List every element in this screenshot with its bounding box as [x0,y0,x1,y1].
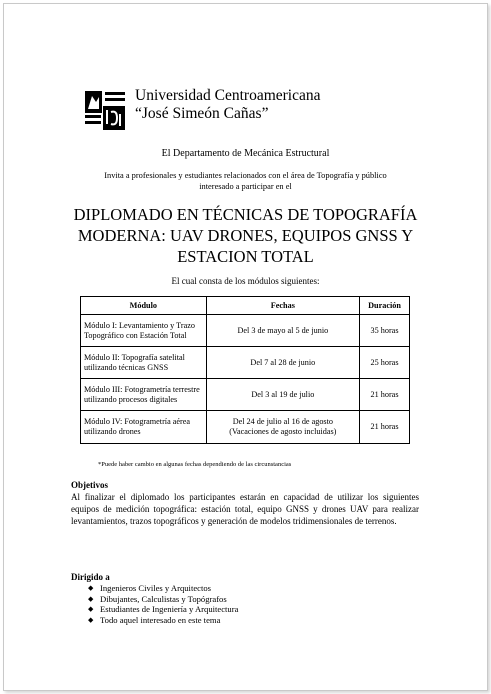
module-cell: Módulo IV: Fotogrametría aérea utilizando drones [81,411,207,444]
objectives-text: Al finalizar el diplomado los participantes estarán en capacidad de utilizar los siguientes equipos de medición topográfica: estación total, equipo GNSS y drones UAV para realizar levantamientos, trazos topográficos y generación de modelos tridimensionales de terrenos. [71,492,419,526]
university-subtitle: “José Simeón Cañas” [135,105,269,122]
list-item [88,604,238,615]
diploma-title: DIPLOMADO EN TÉCNICAS DE TOPOGRAFÍA MODERNA: UAV DRONES, EQUIPOS GNSS Y ESTACION TOTAL [73,205,418,266]
modules-table [80,296,410,444]
table-footnote: *Puede haber cambio en algunas fechas dependiendo de las circunstancias [98,461,292,468]
dates-cell: Del 3 de mayo al 5 de junio [206,315,359,347]
dates-cell [206,411,359,444]
diamond-bullet-icon: ◆ [88,615,94,624]
audience-list [88,583,238,625]
duration-cell: 21 horas [360,379,410,411]
dates-cell: Del 3 al 19 de julio [206,379,359,411]
dates-text: Del 24 de julio al 16 de agosto [232,417,333,426]
department-line: El Departamento de Mecánica Estructural [161,148,330,159]
list-item [88,594,238,605]
duration-cell: 21 horas [360,411,410,444]
objectives-heading: Objetivos [71,480,108,490]
duration-cell: 25 horas [360,347,410,379]
table-header-row [81,297,410,315]
diamond-bullet-icon: ◆ [88,594,94,603]
table-row [81,315,410,347]
table-row [81,347,410,379]
module-cell: Módulo I: Levantamiento y Trazo Topográfico con Estación Total [81,315,207,347]
audience-heading: Dirigido a [71,572,110,582]
column-header-module: Módulo [81,297,207,315]
diamond-bullet-icon: ◆ [88,605,94,613]
list-item [88,583,238,594]
module-cell: Módulo III: Fotogrametría terrestre utilizando procesos digitales [81,379,207,411]
invitation-text: Invita a profesionales y estudiantes relacionados con el área de Topografía y público interesado a participar en el [104,171,387,191]
table-row [81,411,410,444]
module-cell: Módulo II: Topografía satelital utilizando técnicas GNSS [81,347,207,379]
list-item-text: Todo aquel interesado en este tema [100,614,221,625]
list-item [88,615,238,626]
university-name: Universidad Centroamericana [135,87,321,104]
list-item-text: Estudiantes de Ingeniería y Arquitectura [100,604,239,614]
dates-cell: Del 7 al 28 de junio [206,347,359,379]
column-header-duration: Duración [360,297,410,315]
table-row [81,379,410,411]
duration-cell: 35 horas [360,315,410,347]
diamond-bullet-icon: ◆ [88,584,94,592]
list-item-text: Dibujantes, Calculistas y Topógrafos [100,593,227,604]
modules-intro: El cual consta de los módulos siguientes: [171,276,320,286]
dates-note: (Vacaciones de agosto incluidas) [229,427,337,436]
uca-logo [83,88,127,132]
column-header-dates: Fechas [206,297,359,315]
list-item-text: Ingenieros Civiles y Arquitectos [100,583,211,593]
